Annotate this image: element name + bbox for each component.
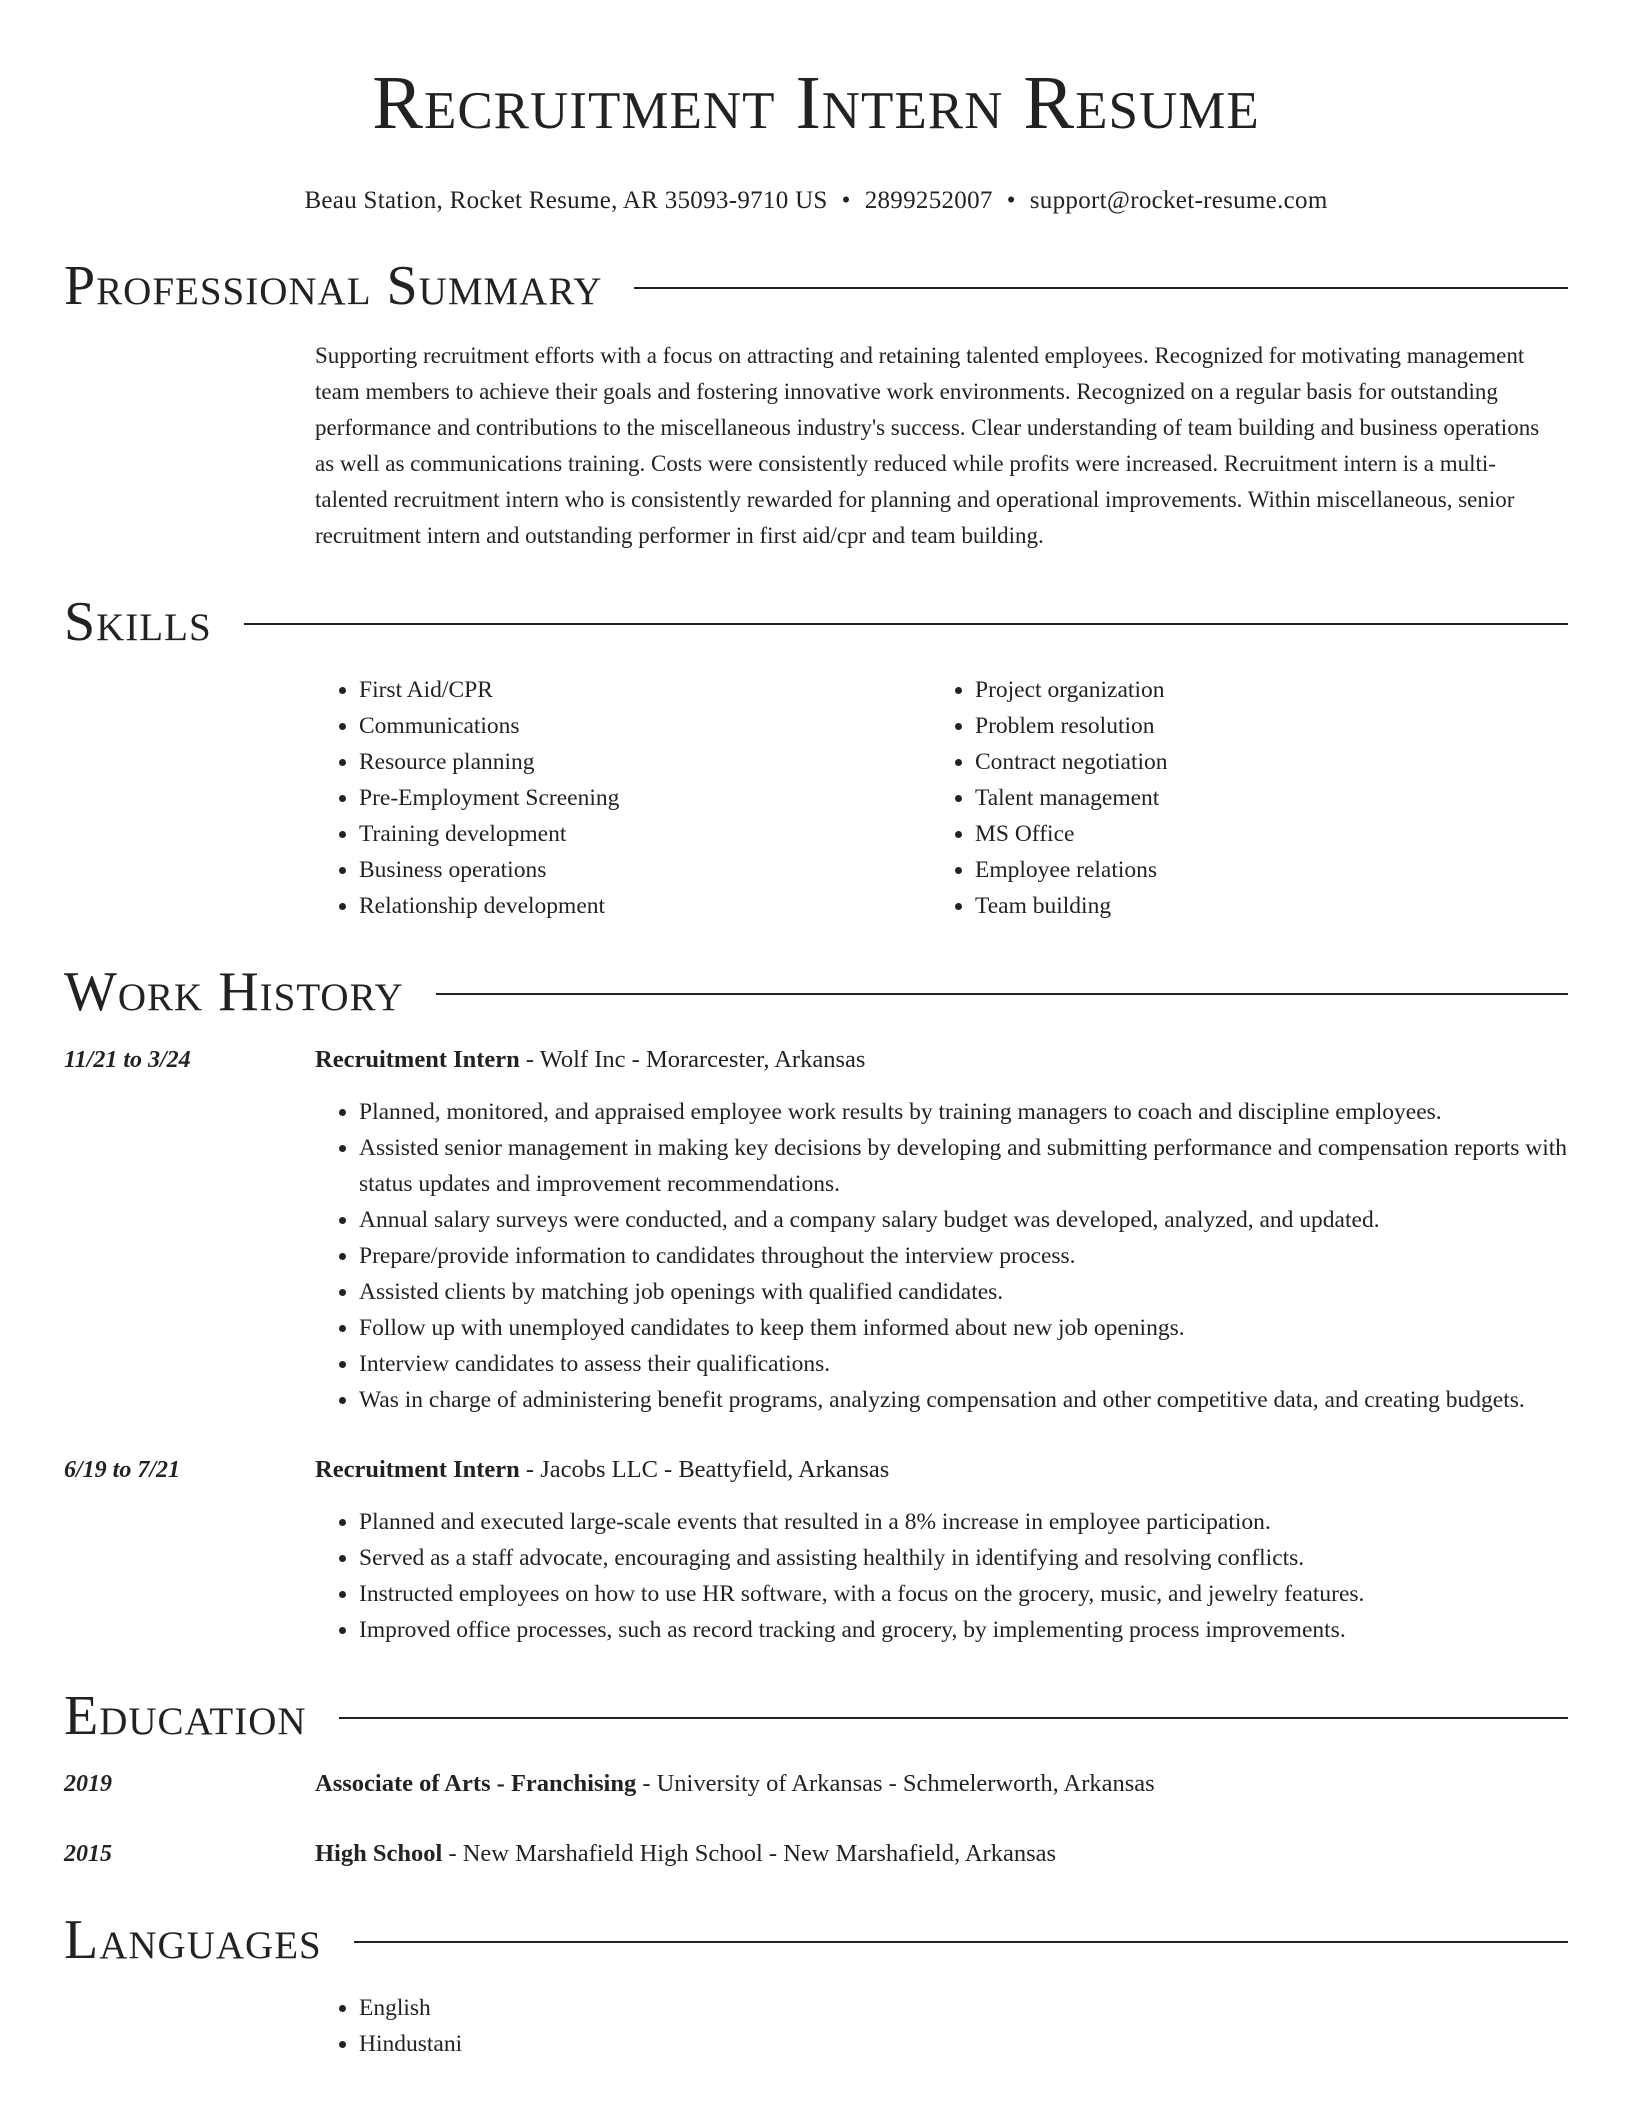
job-bullet: • Improved office processes, such as record tracking and grocery, by implementing process improvements. [359, 1612, 1568, 1648]
education-details: - New Marshafield High School - New Marshafield, Arkansas [442, 1840, 1057, 1867]
education-degree: High School [315, 1840, 443, 1867]
skills-column-right [931, 672, 1547, 924]
job-bullet: • Prepare/provide information to candidates throughout the interview process. [359, 1238, 1568, 1274]
education-entry [64, 1836, 1568, 1872]
job-bullet: • Instructed employees on how to use HR software, with a focus on the grocery, music, and jewelry features. [359, 1576, 1568, 1612]
job-bullet: • Annual salary surveys were conducted, and a company salary budget was developed, analyzed, and updated. [359, 1202, 1568, 1238]
skill-item: • MS Office [975, 816, 1547, 852]
contact-email: support@rocket-resume.com [1029, 187, 1328, 214]
section-divider [244, 623, 1568, 625]
contact-line [64, 184, 1568, 218]
summary-text: Supporting recruitment efforts with a focus on attracting and retaining talented employees. Recognized for motivating management team members to achieve their goals and fostering innovative work environments. Recognized on a regular basis for outstanding performance and contributions to the miscellaneous industry's success. Clear understanding of team building and business operations as well as communications training. Costs were consistently reduced while profits were increased. Recruitment intern is a multi-talented recruitment intern who is consistently rewarded for planning and operational improvements. Within miscellaneous, senior recruitment intern and outstanding performer in first aid/cpr and team building. [315, 343, 1540, 548]
job-bullet: • Was in charge of administering benefit programs, analyzing compensation and other competitive data, and creating budgets. [359, 1382, 1568, 1418]
skills-section-header [64, 590, 1568, 654]
contact-address: Beau Station, Rocket Resume, AR 35093-9710 US [304, 187, 828, 214]
skill-item: • Talent management [975, 780, 1547, 816]
skill-item: • Business operations [359, 852, 931, 888]
languages-section-header [64, 1908, 1568, 1972]
job-details: - Wolf Inc - Morarcester, Arkansas [519, 1046, 866, 1073]
contact-separator: • [1006, 187, 1016, 214]
job-entry [64, 1452, 1568, 1648]
skill-item: • Training development [359, 816, 931, 852]
page-title: Recruitment Intern Resume [372, 61, 1260, 145]
job-bullet: • Interview candidates to assess their qualifications. [359, 1346, 1568, 1382]
education-entry [64, 1766, 1568, 1802]
education-heading-line [315, 1836, 1056, 1872]
job-title: Recruitment Intern [315, 1046, 520, 1073]
job-bullet: • Assisted clients by matching job openings with qualified candidates. [359, 1274, 1568, 1310]
language-item: • Hindustani [359, 2026, 1568, 2062]
section-divider [354, 1941, 1568, 1943]
summary-heading: Professional Summary [64, 255, 603, 317]
skill-item: • Problem resolution [975, 708, 1547, 744]
section-divider [339, 1717, 1568, 1719]
language-item: • English [359, 1990, 1568, 2026]
job-dates: 11/21 to 3/24 [64, 1047, 191, 1073]
job-bullets [315, 1094, 1568, 1418]
skill-item: • Pre-Employment Screening [359, 780, 931, 816]
job-heading [315, 1042, 1568, 1078]
job-body [315, 1452, 1568, 1648]
education-year: 2015 [64, 1841, 112, 1867]
skill-item: • Team building [975, 888, 1547, 924]
skill-item: • First Aid/CPR [359, 672, 931, 708]
section-divider [436, 993, 1568, 995]
education-section-header [64, 1684, 1568, 1748]
work-heading: Work History [64, 961, 404, 1023]
skill-item: • Project organization [975, 672, 1547, 708]
job-bullet: • Served as a staff advocate, encouraging and assisting healthily in identifying and resolving conflicts. [359, 1540, 1568, 1576]
contact-separator: • [841, 187, 851, 214]
job-title: Recruitment Intern [315, 1456, 520, 1483]
job-bullets [315, 1504, 1568, 1648]
education-heading-line [315, 1766, 1155, 1802]
skill-item: • Resource planning [359, 744, 931, 780]
skills-list [315, 672, 1568, 924]
summary-section-header [64, 254, 1568, 318]
skill-item: • Contract negotiation [975, 744, 1547, 780]
languages-list [315, 1990, 1568, 2062]
skills-heading: Skills [64, 591, 212, 653]
contact-phone: 2899252007 [864, 187, 993, 214]
job-bullet: • Planned, monitored, and appraised employee work results by training managers to coach and discipline employees. [359, 1094, 1568, 1130]
languages-heading: Languages [64, 1909, 322, 1971]
job-heading [315, 1452, 1568, 1488]
education-details: - University of Arkansas - Schmelerworth, Arkansas [636, 1770, 1155, 1797]
job-bullet: • Planned and executed large-scale events that resulted in a 8% increase in employee participation. [359, 1504, 1568, 1540]
education-year: 2019 [64, 1771, 112, 1797]
skill-item: • Communications [359, 708, 931, 744]
job-bullet: • Assisted senior management in making key decisions by developing and submitting performance and compensation reports with status updates and improvement recommendations. [359, 1130, 1568, 1202]
job-entry [64, 1042, 1568, 1418]
work-section-header [64, 960, 1568, 1024]
job-dates: 6/19 to 7/21 [64, 1457, 181, 1483]
job-body [315, 1042, 1568, 1418]
education-heading: Education [64, 1685, 307, 1747]
skills-column-left [315, 672, 931, 924]
education-degree: Associate of Arts - Franchising [315, 1770, 637, 1797]
job-bullet: • Follow up with unemployed candidates to keep them informed about new job openings. [359, 1310, 1568, 1346]
job-details: - Jacobs LLC - Beattyfield, Arkansas [519, 1456, 890, 1483]
section-divider [634, 287, 1568, 289]
skill-item: • Relationship development [359, 888, 931, 924]
skill-item: • Employee relations [975, 852, 1547, 888]
